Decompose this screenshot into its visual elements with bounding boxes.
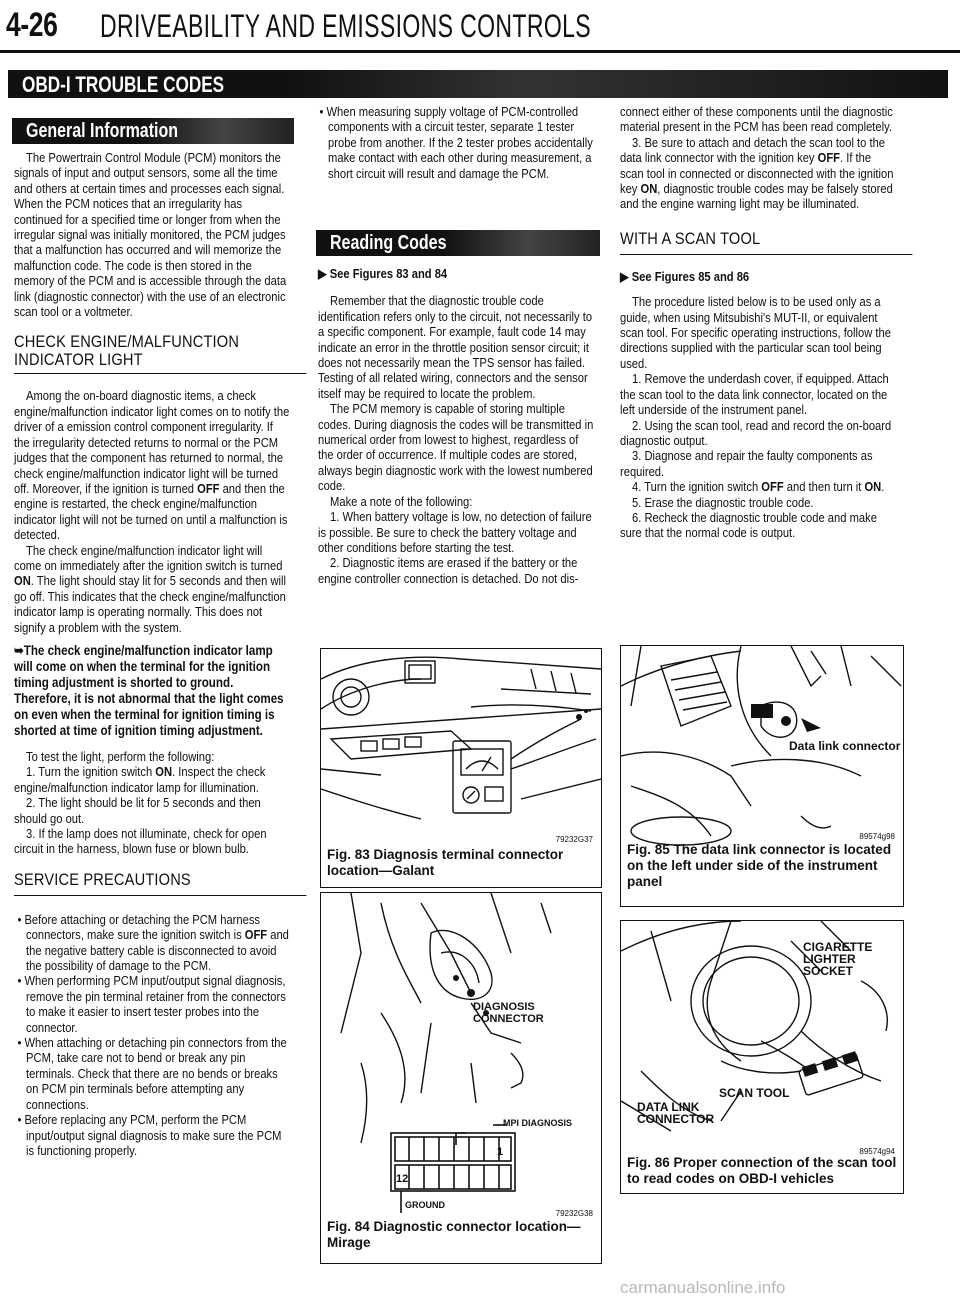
figure-83 [320,648,602,888]
figure-id: 89574g94 [859,1147,895,1156]
paragraph: The PCM memory is capable of storing multiple codes. During diagnosis the codes will be transmitted in numerical order from lowest to highest, regardless of the order of occurrence. If multiple codes are stored, always begin diagnostic work with the lowest numbered code. [318,401,594,494]
bullet: • When attaching or detaching pin connectors from the PCM, take care not to bend or break any pin terminals. Check that there are no bends or breaks on PCM pin terminals before attempting any connections. [17,1035,287,1112]
scan-tool-label: SCAN TOOL [719,1086,790,1100]
paragraph: Among the on-board diagnostic items, a check engine/malfunction indicator light comes on to notify the driver of a emission control component irregularity. If the irregularity detected returns to normal or the PCM judges that the component has returned to normal, the check engine/malfunction indicator light will be turned off. Moreover, if the ignition is turned OFF and then the engine is restarted, the check engine/malfunction indicator light will not be turned on until a malfunction is detected. [14,388,290,543]
heading-rule [620,254,912,255]
figure-85-caption: Fig. 85 The data link connector is located on the left under side of the instrument panel [627,842,892,889]
section-banner-title: OBD-I TROUBLE CODES [22,72,225,97]
diagnostic-connector-illustration [321,893,601,1213]
cigarette-lighter-socket-label: CIGARETTE LIGHTER SOCKET [803,940,873,978]
mpi-diagnosis-label: MPI DIAGNOSIS [503,1118,573,1128]
column-3 [620,104,942,541]
column-1 [14,150,336,1158]
step: 4. Turn the ignition switch OFF and then turn it ON. [632,479,885,495]
note-arrow-icon: ➥ [14,642,24,658]
figure-83-caption: Fig. 83 Diagnosis terminal connector location—Galant [327,847,564,878]
pin-12-label: 12 [396,1173,409,1185]
figure-86-caption: Fig. 86 Proper connection of the scan tool to read codes on OBD-I vehicles [627,1155,897,1186]
paragraph: connect either of these components until the diagnostic material present in the PCM has been read completely. [620,104,893,135]
paragraph: The procedure listed below is to be used only as a guide, when using Mitsubishi's MUT-II, or equivalent scan tool. For specific operating instructions, follow the directions supplied with the particular scan tool being used. [620,294,891,371]
bullet: • Before replacing any PCM, perform the PCM input/output signal diagnosis to make sure the PCM is functioning properly. [17,1112,282,1158]
figure-84 [320,892,602,1264]
figure-id: 79232G37 [555,835,593,844]
step: 6. Recheck the diagnostic trouble code and make sure that the normal code is output. [620,509,877,541]
bullet: • When performing PCM input/output signal diagnosis, remove the pin terminal retainer from the connectors to make it easier to insert tester probes into the connector. [17,973,286,1035]
column-2-top [316,104,638,181]
figure-id: 79232G38 [555,1209,593,1218]
page-number: 4-26 [6,6,58,44]
figure-84-caption: Fig. 84 Diagnostic connector location—Mirage [327,1219,581,1250]
see-figures: ▶ See Figures 85 and 86 [620,268,750,284]
paragraph: Make a note of the following: [330,493,473,509]
pin-1-label: 1 [497,1146,504,1158]
ground-label: GROUND [405,1200,445,1210]
see-figures: ▶ See Figures 83 and 84 [318,266,448,281]
step: 1. Remove the underdash cover, if equipped. Attach the scan tool to the data link connector, located on the left underside of the instrument panel. [620,371,889,418]
column-2 [318,266,640,586]
dashboard-tester-illustration [321,649,601,839]
step: 5. Erase the diagnostic trouble code. [632,494,814,510]
paragraph: The Powertrain Control Module (PCM) monitors the signals of input and output sensors, some all the time and others at certain times and processes each signal. When the PCM notices that an irregularity has continued for a specified time or longer from when the irregular signal was initially monitored, the PCM judges that a malfunction has occurred and will memorize the malfunction code. The code is then stored in the memory of the PCM and is accessible through the data link (diagnostic connector) with the use of an electronic scan tool or a voltmeter. [14,150,287,320]
service-precautions-heading: SERVICE PRECAUTIONS [14,869,191,889]
general-info-heading: General Information [26,120,179,142]
step: 1. Turn the ignition switch ON. Inspect the check engine/malfunction indicator lamp for illumination. [14,764,266,795]
step: 2. Diagnostic items are erased if the battery or the engine controller connection is detached. Do not dis- [318,555,579,586]
paragraph: Remember that the diagnostic trouble code identification refers only to the circuit, not necessarily to a specific component. For example, fault code 14 may indicate an error in the throttle position sensor circuit; it does not necessarily mean the TPS sensor has failed. Testing of all related wiring, connectors and the sensor itself may be required to locate the problem. [318,293,593,401]
data-link-connector-label: Data link connector [789,739,901,753]
figure-85 [620,645,904,907]
reading-codes-heading: Reading Codes [330,232,447,254]
data-link-connector-label: DATA LINK CONNECTOR [637,1100,715,1126]
paragraph: To test the light, perform the following: [26,748,215,764]
watermark: carmanualsonline.info [620,1278,786,1297]
pointer-icon: ▶ [620,268,632,284]
header-rule [0,50,960,53]
note: ➥The check engine/malfunction indicator lamp will come on when the terminal for the ignition timing adjustment is shorted to ground. Therefore, it is not abnormal that the light comes on even when the terminal for ignition timing is shorted at time of ignition timing adjustment. [14,642,284,738]
figure-id: 89574g98 [859,832,895,841]
step: 2. The light should be lit for 5 seconds and then should go out. [14,795,261,826]
diagnosis-connector-label: DIAGNOSIS CONNECTOR [473,1001,544,1025]
heading-rule [14,373,306,374]
step: 3. Diagnose and repair the faulty components as required. [620,448,873,479]
page-title: DRIVEABILITY AND EMISSIONS CONTROLS [100,8,592,44]
heading-rule [14,895,306,896]
step: 3. If the lamp does not illuminate, check for open circuit in the harness, blown fuse or blown bulb. [14,826,267,857]
figure-86 [620,920,904,1194]
scan-tool-heading: WITH A SCAN TOOL [620,228,761,248]
paragraph: The check engine/malfunction indicator light will come on immediately after the ignition switch is turned ON. The light should stay lit for 5 seconds and then will go off. This indicates that the check engine/malfunction indicator lamp is operating normally. This does not signify a problem with the system. [14,542,286,635]
step: 1. When battery voltage is low, no detection of failure is possible. Be sure to check the battery voltage and other conditions before starting the test. [318,509,592,555]
bullet: • When measuring supply voltage of PCM-controlled components with a circuit tester, separate 1 tester probe from another. If the 2 tester probes accidentally make contact with each other during measurement, a short circuit will result and damage the PCM. [319,104,593,181]
step: 3. Be sure to attach and detach the scan tool to the data link connector with the ignition key OFF. If the scan tool in connected or disconnected with the ignition key ON, diagnostic trouble codes may be falsely stored and the engine warning light may be illuminated. [620,134,894,212]
pointer-icon: ▶ [318,266,330,281]
step: 2. Using the scan tool, read and record the on-board diagnostic output. [620,417,892,448]
check-engine-heading: CHECK ENGINE/MALFUNCTION INDICATOR LIGHT [14,332,240,370]
bullet: • Before attaching or detaching the PCM harness connectors, make sure the ignition switch is OFF and the negative battery cable is disconnected to avoid the possibility of damage to the PCM. [17,911,289,974]
